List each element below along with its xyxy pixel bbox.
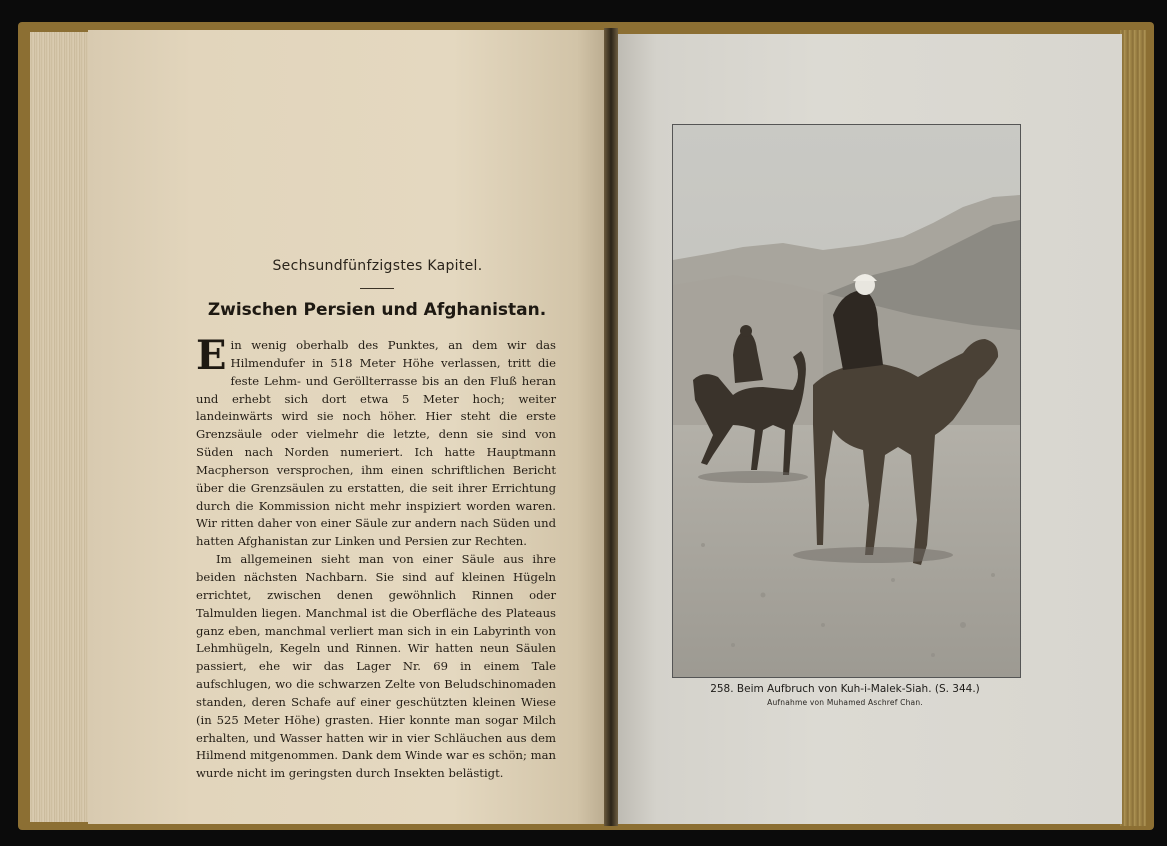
drop-cap: E xyxy=(196,332,227,379)
right-page-edges xyxy=(1120,30,1146,826)
heading-divider xyxy=(360,288,394,289)
chapter-title: Zwischen Persien und Afghanistan. xyxy=(207,300,547,320)
left-page-edges xyxy=(30,32,90,822)
photo-credit: Aufnahme von Muhamed Aschref Chan. xyxy=(767,698,923,707)
photo-caption: 258. Beim Aufbruch von Kuh-i-Malek-Siah. (S. 344.) xyxy=(710,683,980,695)
camel-caravan-photo xyxy=(672,124,1021,678)
book-gutter xyxy=(604,28,618,826)
paragraph-1 xyxy=(196,332,556,551)
body-text xyxy=(196,332,556,783)
paragraph-2: Im allgemeinen sieht man von einer Säule aus ihre beiden nächsten Nachbarn. Sie sind auf kleinen Hügeln errichtet, zwischen denen gewöhnlich Rinnen oder Talmulden liegen. Manchmal ist die Oberfläche des Plateaus ganz eben, manchmal verliert man sich in ein Labyrinth von Lehmhügeln, Kegeln und Rinnen. Wir hatten neun Säulen passiert, ehe wir das Lager Nr. 69 in einem Tale aufschlugen, wo die schwarzen Zelte von Beludschinomaden standen, deren Schafe auf einer geschützten kleinen Wiese (in 525 Meter Höhe) grasten. Hier konnte man sogar Milch erhalten, und Wasser hatten wir in vier Schläuchen aus dem Hilmend mitgenommen. Dank dem Winde war es schön; man wurde nicht im geringsten durch Insekten belästigt. xyxy=(196,552,556,781)
paragraph-1-text: in wenig oberhalb des Punktes, an dem wir das Hilmendufer in 518 Meter Höhe verlassen, tritt die feste Lehm- und Geröllterrasse bis an den Fluß heran und erhebt sich dort etwa 5 Meter hoch; weiter landeinwärts wird sie noch höher. Hier steht die erste Grenzsäule oder vielmehr die letzte, denn sie sind von Süden nach Norden numeriert. Ich hatte Hauptmann Macpherson versprochen, ihm einen schriftlichen Bericht über die Grenzsäulen zu erstatten, die seit ihrer Errichtung durch die Kommission nicht mehr inspiziert worden waren. Wir ritten daher von einer Säule zur andern nach Süden und hatten Afghanistan zur Linken und Persien zur Rechten. xyxy=(196,338,556,549)
chapter-heading: Sechsundfünfzigstes Kapitel. xyxy=(272,258,483,274)
